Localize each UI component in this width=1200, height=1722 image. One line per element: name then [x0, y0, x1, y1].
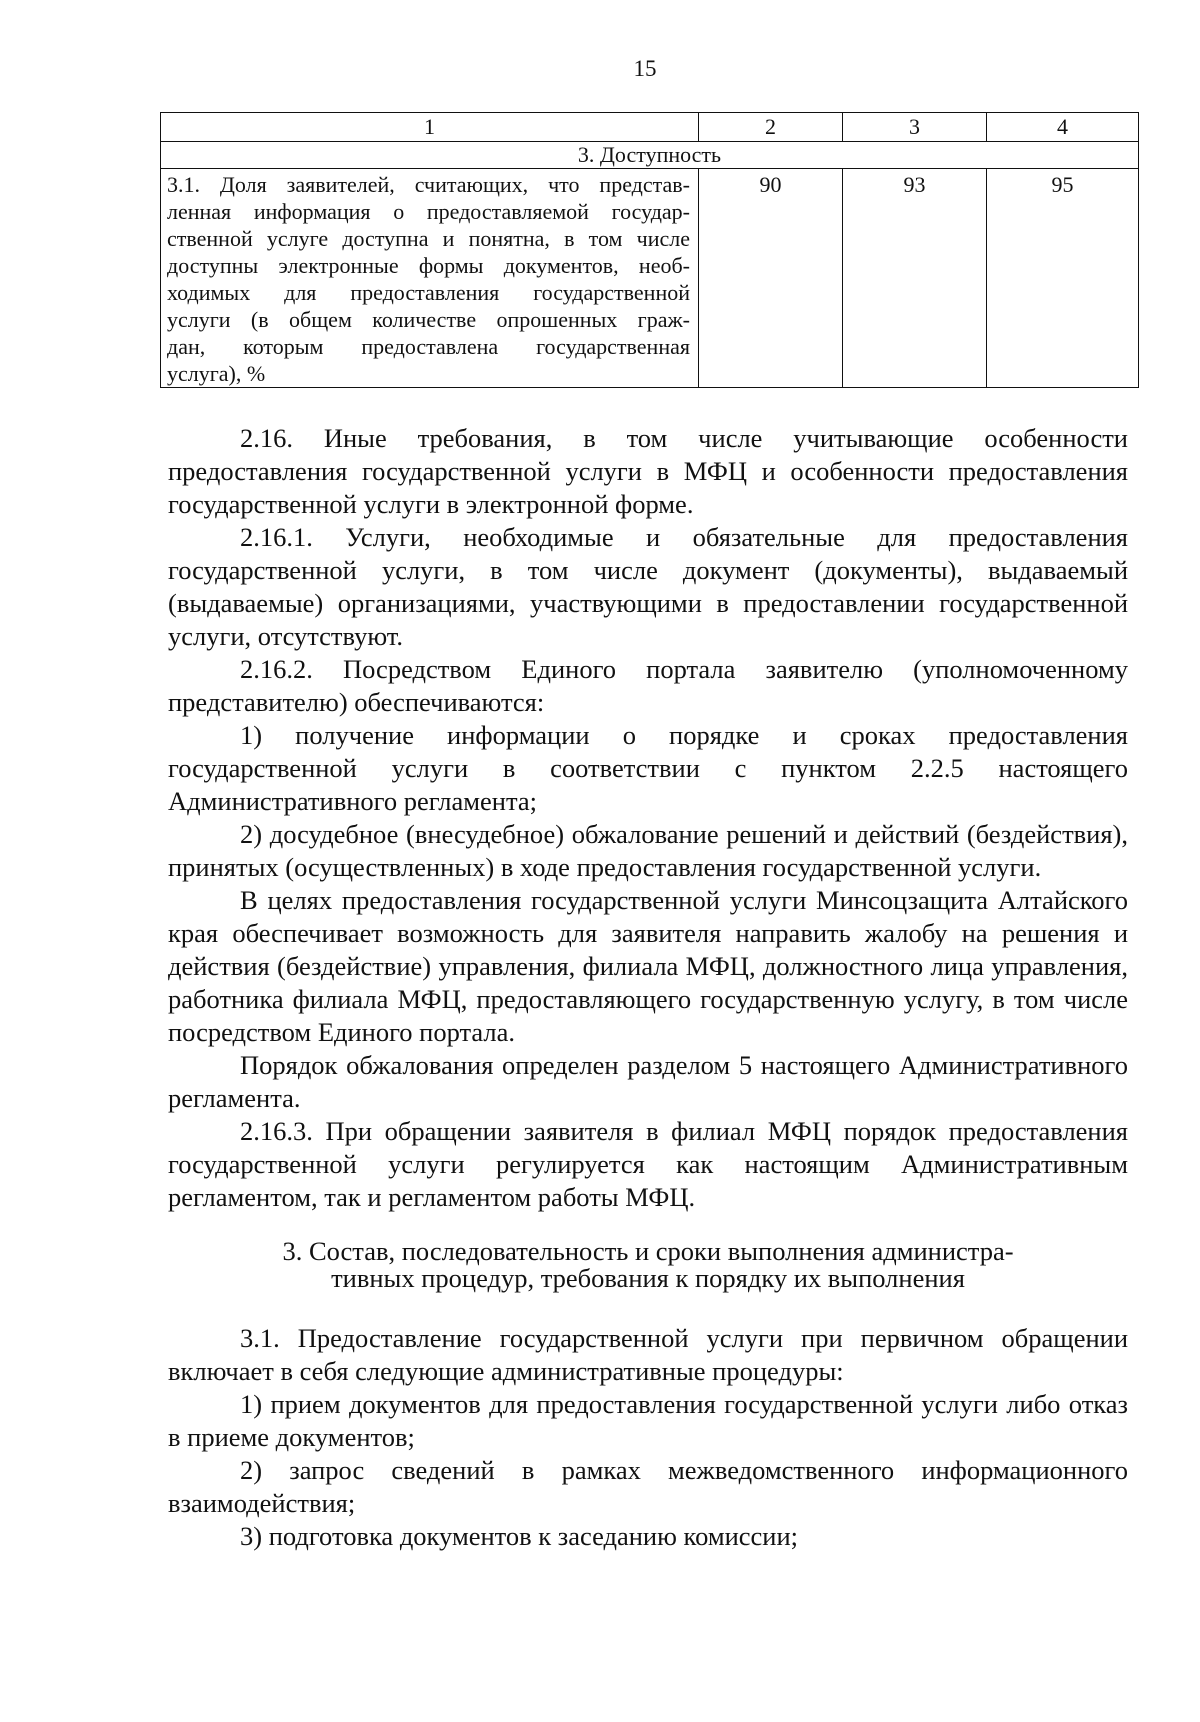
indicator-name-line: ственной услуге доступна и понятна, в том числе: [167, 226, 690, 251]
table-section-title: 3. Доступность: [161, 142, 1139, 169]
indicator-name-line: 3.1. Доля заявителей, считающих, что представ-: [167, 172, 690, 197]
paragraph-2-16-2: 2.16.2. Посредством Единого портала заявителю (уполномоченному представителю) обеспечиваются:: [168, 654, 1128, 717]
paragraph-list-item-2: 2) досудебное (внесудебное) обжалование решений и действий (бездействия), принятых (осуществленных) в ходе предоставления государственной услуги.: [168, 819, 1128, 882]
paragraph-complaint: В целях предоставления государственной услуги Минсоцзащита Алтайского края обеспечивает возможность для заявителя направить жалобу на решения и действия (бездействие) управления, филиала МФЦ, должностного лица управления, работника филиала МФЦ, предоставляющего государственную услугу, в том числе посредством Единого портала.: [168, 885, 1128, 1047]
paragraph-procedure-1: 1) прием документов для предоставления государственной услуги либо отказ в приеме документов;: [168, 1389, 1128, 1452]
column-header-3: 3: [843, 113, 987, 142]
indicator-name-line: услуги (в общем количестве опрошенных граж-: [167, 307, 690, 332]
indicators-table: [160, 112, 1139, 388]
indicator-name-line: дан, которым предоставлена государственная: [167, 334, 690, 359]
indicator-name-line: доступны электронные формы документов, необ-: [167, 253, 690, 278]
paragraph-2-16-1: 2.16.1. Услуги, необходимые и обязательные для предоставления государственной услуги, в том числе документ (документы), выдаваемый (выдаваемые) организациями, участвующими в предоставлении государственной услуги, отсутствуют.: [168, 522, 1128, 651]
column-header-4: 4: [987, 113, 1139, 142]
section-3-heading: [168, 1238, 1128, 1292]
section-3-heading-line: 3. Состав, последовательность и сроки выполнения администра-: [282, 1236, 1014, 1266]
page-number: 15: [633, 56, 657, 81]
paragraph-list-item-1: 1) получение информации о порядке и сроках предоставления государственной услуги в соответствии с пунктом 2.2.5 настоящего Административного регламента;: [168, 720, 1128, 816]
table-row: [161, 169, 1139, 388]
section-3-heading-line: тивных процедур, требования к порядку их выполнения: [331, 1263, 965, 1293]
paragraph-procedure-3: 3) подготовка документов к заседанию комиссии;: [240, 1521, 799, 1551]
column-header-1: 1: [161, 113, 699, 142]
paragraph-3-1: 3.1. Предоставление государственной услуги при первичном обращении включает в себя следующие административные процедуры:: [168, 1323, 1128, 1386]
paragraph-procedure-2: 2) запрос сведений в рамках межведомственного информационного взаимодействия;: [168, 1455, 1128, 1518]
paragraph-2-16-3: 2.16.3. При обращении заявителя в филиал МФЦ порядок предоставления государственной услуги регулируется как настоящим Административным регламентом, так и регламентом работы МФЦ.: [168, 1116, 1128, 1212]
indicator-name-line: ленная информация о предоставляемой государ-: [167, 199, 690, 224]
indicator-value-col4: 95: [987, 169, 1139, 388]
paragraph-appeal-order: Порядок обжалования определен разделом 5 настоящего Административного регламента.: [168, 1050, 1128, 1113]
indicator-name-line: ходимых для предоставления государственной: [167, 280, 690, 305]
indicator-name-line: услуга), %: [167, 361, 266, 386]
indicator-value-col3: 93: [843, 169, 987, 388]
column-header-2: 2: [699, 113, 843, 142]
document-body: [168, 422, 1128, 1553]
table-section-row: [161, 142, 1139, 169]
paragraph-2-16: 2.16. Иные требования, в том числе учитывающие особенности предоставления государственной услуги в МФЦ и особенности предоставления государственной услуги в электронной форме.: [168, 423, 1128, 519]
table-header-row: [161, 113, 1139, 142]
indicator-name: [161, 169, 699, 388]
indicator-value-col2: 90: [699, 169, 843, 388]
